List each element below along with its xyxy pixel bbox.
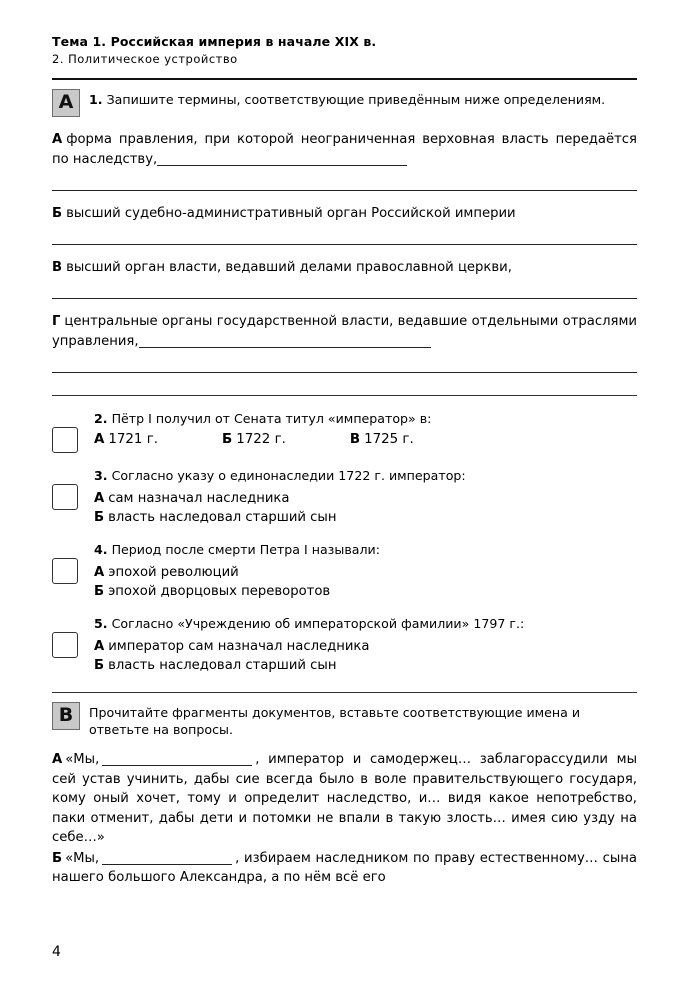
item-g-answer-blank[interactable] [139,347,431,348]
question-3 [52,467,637,527]
section-b-badge: В [52,702,80,730]
question-4-number: 4. [94,542,108,557]
section-b-header [52,702,637,738]
question-5-option-b[interactable] [94,656,637,675]
question-2-number: 2. [94,411,108,426]
q5-opt-b-text: власть наследовал старший сын [108,658,337,673]
q4-opt-b-label: Б [94,584,105,599]
page-number: 4 [52,944,61,960]
question-3-number: 3. [94,468,108,483]
page-content [52,34,637,889]
document-a-label: А [52,752,63,767]
q4-opt-a-text: эпохой революций [108,565,239,580]
page-subtitle: 2. Политическое устройство [52,52,238,66]
question-5 [52,615,637,675]
document-b [52,849,637,888]
item-a-label: А [52,132,63,147]
document-b-before: «Мы, [65,850,100,866]
question-5-checkbox[interactable] [52,632,78,658]
section-b-task: Прочитайте фрагменты документов, вставьте соответствующие имена и ответьте на вопросы. [89,705,581,737]
item-a-answer-line-2[interactable] [52,190,637,191]
document-a-blank[interactable] [102,765,252,766]
question-3-checkbox[interactable] [52,484,78,510]
question-4-option-b[interactable] [94,582,637,601]
q3-opt-b-text: власть наследовал старший сын [108,510,337,525]
q5-opt-b-label: Б [94,658,105,673]
question-4 [52,541,637,601]
document-a-before: «Мы, [65,752,100,767]
section-a-badge: А [52,89,80,117]
item-v-label: В [52,260,63,275]
question-2-option-b[interactable] [222,432,286,447]
question-4-option-a[interactable] [94,563,637,582]
q2-opt-b-text: 1722 г. [236,432,286,447]
question-2-checkbox[interactable] [52,427,78,453]
item-g-answer-line-2[interactable] [52,372,637,373]
divider-before-section-b [52,692,637,693]
documents-block [52,750,637,888]
question-4-text [94,541,637,559]
question-3-option-b[interactable] [94,508,637,527]
question-5-option-a[interactable] [94,637,637,656]
divider-top [52,78,637,80]
q5-opt-a-text: император сам назначал наследника [108,639,370,654]
q2-opt-v-label: В [349,432,361,447]
q3-opt-a-text: сам назначал наследника [108,491,290,506]
question-3-prompt: Согласно указу о единонаследии 1722 г. император: [111,468,466,483]
document-b-after: , избираем наследником по праву естественному… сына нашего большого Александра, а по нём всё его [52,850,637,885]
question-5-prompt: Согласно «Учреждению об императорской фамилии» 1797 г.: [111,616,525,631]
question-5-text [94,615,637,633]
definition-item-b [52,204,637,224]
definition-item-g [52,312,637,352]
question-3-options [94,489,637,527]
q2-opt-a-label: А [94,432,105,447]
section-a-task [89,89,605,108]
question-2-options [94,432,637,447]
question-5-number: 5. [94,616,108,631]
item-a-answer-blank[interactable] [157,165,407,166]
page-title: Тема 1. Российская империя в начале XIX в. [52,34,377,49]
document-b-blank[interactable] [102,864,232,865]
task-number-1: 1. [89,92,103,107]
document-b-label: Б [52,850,63,866]
definition-item-a [52,130,637,170]
item-a-text: форма правления, при которой неограниченная верховная власть передаётся по наследству, [52,132,637,167]
divider-after-section-a [52,395,637,396]
q5-opt-a-label: А [94,639,105,654]
section-a-header [52,89,637,117]
q4-opt-a-label: А [94,565,105,580]
q3-opt-a-label: А [94,491,105,506]
q2-opt-v-text: 1725 г. [364,432,414,447]
document-a [52,750,637,848]
question-3-text [94,467,637,485]
item-g-label: Г [52,314,61,329]
q3-opt-b-label: Б [94,510,105,525]
question-4-checkbox[interactable] [52,558,78,584]
question-2 [52,410,637,453]
item-b-answer-line[interactable] [52,244,637,245]
question-5-options [94,637,637,675]
question-2-option-v[interactable] [350,432,414,447]
item-b-label: Б [52,206,63,221]
item-v-answer-line[interactable] [52,298,637,299]
q2-opt-a-text: 1721 г. [108,432,159,447]
question-2-option-a[interactable] [94,432,158,447]
question-4-options [94,563,637,601]
question-4-prompt: Период после смерти Петра I называли: [111,542,380,557]
item-g-text: центральные органы государственной власти, ведавшие отдельными отраслями управления, [52,314,637,349]
item-v-text: высший орган власти, ведавший делами православной церкви, [66,260,512,275]
task-text-1: Запишите термины, соответствующие приведённым ниже определениям. [106,92,606,107]
question-2-prompt: Пётр I получил от Сената титул «император» в: [111,411,432,426]
question-3-option-a[interactable] [94,489,637,508]
item-b-text: высший судебно-административный орган Российской империи [66,206,516,221]
question-2-text [94,410,637,428]
definition-item-v [52,258,637,278]
q4-opt-b-text: эпохой дворцовых переворотов [108,584,331,599]
document-a-after: , император и самодержец… заблагорассудили мы сей устав учинить, дабы сие всегда было в воле правительствующего государя, кому оный хочет, тому и определит наследство, и… видя какое непотребство, паки отменит, дабы дети и потомки не впали в такую злость… имея сию узду на себе…» [52,752,637,845]
q2-opt-b-label: Б [222,432,233,447]
